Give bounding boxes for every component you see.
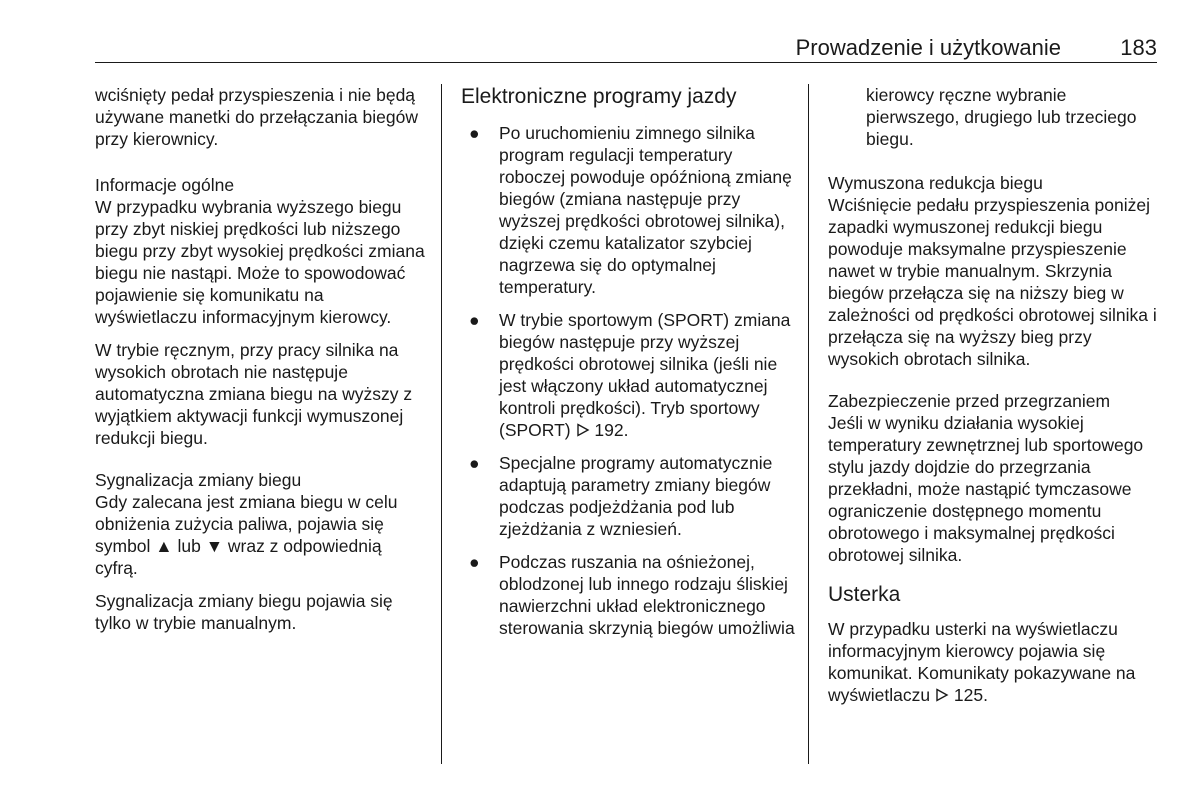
fault-text: W przypadku usterki na wyświetlaczu informacyjnym kierowcy pojawia się komunikat. Komunikaty pokazywane na wyświetlaczu <box>828 619 1136 705</box>
column-3 <box>828 84 1162 717</box>
overheat-protection-heading: Zabezpieczenie przed przegrzaniem <box>828 391 1111 411</box>
list-item-text: Podczas ruszania na ośnieżonej, oblodzonej lub innego rodzaju śliskiej nawierzchni układ elektronicznego sterowania skrzynią biegów umożliwia <box>499 552 795 638</box>
bullet-icon: ● <box>469 552 480 572</box>
column-1 <box>95 84 429 645</box>
page-reference-icon <box>935 688 949 702</box>
bullet-icon: ● <box>469 123 480 143</box>
electronic-programs-list <box>461 122 795 639</box>
column-2 <box>461 84 795 650</box>
list-item <box>461 452 795 540</box>
general-info-heading: Informacje ogólne <box>95 175 235 195</box>
general-info-paragraph-1: W przypadku wybrania wyższego biegu przy zbyt niskiej prędkości lub niższego biegu przy zbyt wysokiej prędkości zmiana biegu nie nastąpi. Może to spowodować pojawienie się komunikatu na wyświetlaczu informacyjnym kierowcy. <box>95 197 425 327</box>
fault-heading: Usterka <box>828 583 901 606</box>
shift-indicator-paragraph-2: Sygnalizacja zmiany biegu pojawia się tylko w trybie manualnym. <box>95 591 393 633</box>
shift-indicator-paragraph-1: Gdy zalecana jest zmiana biegu w celu obniżenia zużycia paliwa, pojawia się symbol ▲ lub ▼ wraz z odpowiednią cyfrą. <box>95 492 398 578</box>
list-item-text: Po uruchomieniu zimnego silnika program regulacji temperatury roboczej powoduje opóźnioną zmianę biegów (zmiana następuje przy wyższej prędkości obrotowej silnika), dzięki czemu katalizator szybciej nagrzewa się do optymalnej temperatury. <box>499 123 792 297</box>
list-item <box>461 309 795 441</box>
bullet-icon: ● <box>469 453 480 473</box>
list-item-text: Specjalne programy automatycznie adaptują parametry zmiany biegów podczas podjeżdżania pod lub zjeżdżania z wzniesień. <box>499 453 773 539</box>
overheat-protection-paragraph: Jeśli w wyniku działania wysokiej temperatury zewnętrznej lub sportowego stylu jazdy dojdzie do przegrzania przekładni, może nastąpić tymczasowe ograniczenie dostępnego momentu obrotowego i maksymalnej prędkości obrotowej silnika. <box>828 413 1144 565</box>
kickdown-heading: Wymuszona redukcja biegu <box>828 173 1043 193</box>
list-item <box>461 122 795 298</box>
page-title: Prowadzenie i użytkowanie <box>795 35 1061 60</box>
page-header <box>95 34 1157 63</box>
page-number: 183 <box>1120 35 1157 60</box>
column-divider-2 <box>808 84 809 764</box>
shift-indicator-heading: Sygnalizacja zmiany biegu <box>95 470 302 490</box>
list-item-text: W trybie sportowym (SPORT) zmiana biegów następuje przy wyższej prędkości obrotowej silnika (jeśli nie jest włączony układ automatycznej kontroli prędkości). Tryb sportowy (SPORT) <box>499 310 791 440</box>
bullet-icon: ● <box>469 310 480 330</box>
list-item <box>461 551 795 639</box>
page-reference-link[interactable]: 192. <box>594 420 629 440</box>
intro-paragraph: wciśnięty pedał przyspieszenia i nie będą używane manetki do przełączania biegów przy kierownicy. <box>95 85 418 149</box>
fault-paragraph <box>828 618 1162 706</box>
page-reference-icon <box>576 423 590 437</box>
page-reference-link[interactable]: 125. <box>953 685 988 705</box>
list-item-continuation: kierowcy ręczne wybranie pierwszego, drugiego lub trzeciego biegu. <box>866 85 1137 149</box>
general-info-paragraph-2: W trybie ręcznym, przy pracy silnika na wysokich obrotach nie następuje automatyczna zmiana biegu na wyższy z wyjątkiem aktywacji funkcji wymuszonej redukcji biegu. <box>95 340 413 448</box>
kickdown-paragraph: Wciśnięcie pedału przyspieszenia poniżej zapadki wymuszonej redukcji biegu powoduje maksymalne przyspieszenie nawet w trybie manualnym. Skrzynia biegów przełącza się na niższy bieg w zależności od prędkości obrotowej silnika i przełącza się na wyższy bieg przy wysokich obrotach silnika. <box>828 195 1157 369</box>
electronic-programs-heading: Elektroniczne programy jazdy <box>461 85 737 108</box>
column-divider-1 <box>441 84 442 764</box>
